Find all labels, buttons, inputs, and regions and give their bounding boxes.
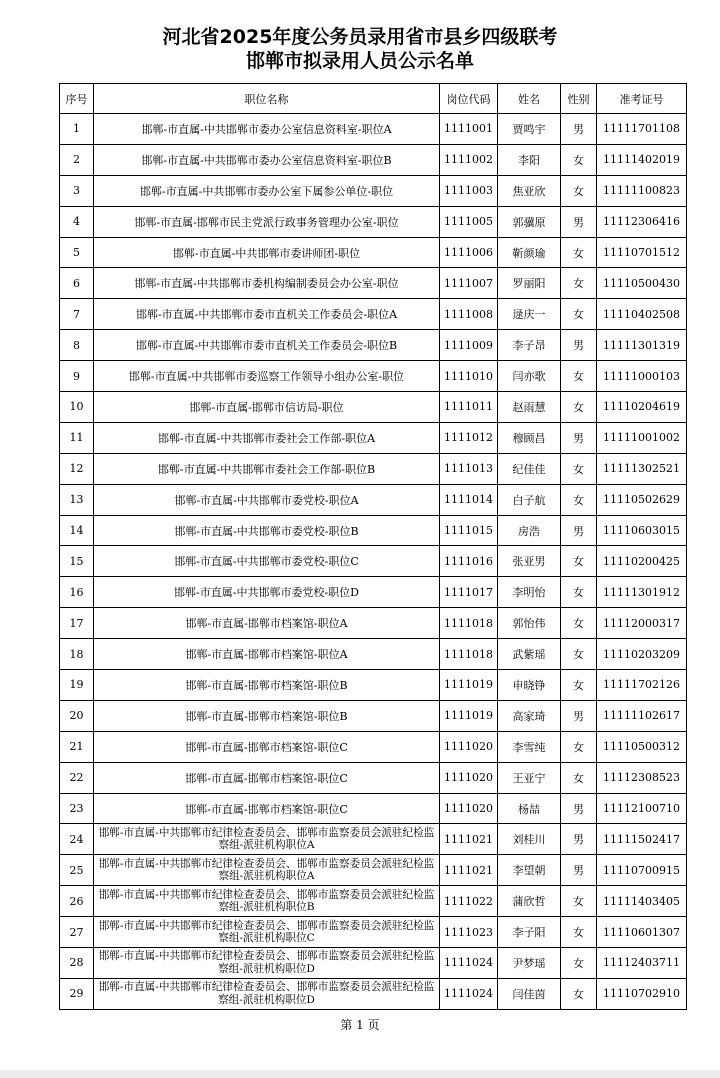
cell-gender: 女 [561, 237, 597, 268]
cell-exam-id: 11110702910 [597, 978, 687, 1009]
cell-exam-id: 11110402508 [597, 299, 687, 330]
header-name: 姓名 [498, 84, 561, 114]
cell-position: 邯郸-市直属-邯郸市档案馆-职位C [94, 793, 440, 824]
cell-gender: 男 [561, 330, 597, 361]
table-row [60, 917, 687, 948]
cell-name: 武紫瑶 [498, 639, 561, 670]
cell-code: 1111010 [440, 361, 498, 392]
cell-name: 李明怡 [498, 577, 561, 608]
page-number: 第 1 页 [340, 1018, 380, 1032]
cell-position: 邯郸-市直属-中共邯郸市委办公室信息资料室-职位A [94, 114, 440, 145]
cell-gender: 女 [561, 299, 597, 330]
cell-code: 1111020 [440, 762, 498, 793]
recruit-table [59, 83, 687, 1010]
cell-no: 7 [60, 299, 94, 330]
cell-exam-id: 11111302521 [597, 453, 687, 484]
table-row [60, 361, 687, 392]
cell-exam-id: 11111701108 [597, 114, 687, 145]
cell-name: 赵雨慧 [498, 392, 561, 423]
cell-code: 1111020 [440, 793, 498, 824]
cell-no: 13 [60, 484, 94, 515]
cell-gender: 女 [561, 577, 597, 608]
cell-gender: 男 [561, 824, 597, 855]
cell-name: 闫亦歌 [498, 361, 561, 392]
cell-exam-id: 11111702126 [597, 670, 687, 701]
cell-position: 邯郸-市直属-中共邯郸市纪律检查委员会、邯郸市监察委员会派驻纪检监察组-派驻机构职位A [94, 855, 440, 886]
cell-name: 张亚男 [498, 546, 561, 577]
cell-exam-id: 11111000103 [597, 361, 687, 392]
cell-code: 1111002 [440, 144, 498, 175]
cell-exam-id: 11112306416 [597, 206, 687, 237]
cell-code: 1111018 [440, 608, 498, 639]
cell-no: 6 [60, 268, 94, 299]
cell-no: 17 [60, 608, 94, 639]
cell-gender: 女 [561, 948, 597, 979]
table-row [60, 546, 687, 577]
header-gender: 性别 [561, 84, 597, 114]
cell-code: 1111006 [440, 237, 498, 268]
cell-exam-id: 11111502417 [597, 824, 687, 855]
cell-gender: 女 [561, 144, 597, 175]
cell-code: 1111019 [440, 700, 498, 731]
cell-gender: 女 [561, 670, 597, 701]
cell-exam-id: 11110502629 [597, 484, 687, 515]
cell-gender: 女 [561, 608, 597, 639]
cell-code: 1111020 [440, 731, 498, 762]
table-row [60, 731, 687, 762]
cell-code: 1111018 [440, 639, 498, 670]
cell-gender: 男 [561, 422, 597, 453]
cell-no: 10 [60, 392, 94, 423]
cell-code: 1111017 [440, 577, 498, 608]
cell-no: 2 [60, 144, 94, 175]
cell-code: 1111008 [440, 299, 498, 330]
cell-name: 焦亚欣 [498, 175, 561, 206]
cell-no: 15 [60, 546, 94, 577]
table-row [60, 268, 687, 299]
cell-code: 1111007 [440, 268, 498, 299]
cell-code: 1111021 [440, 855, 498, 886]
cell-gender: 女 [561, 546, 597, 577]
cell-position: 邯郸-市直属-中共邯郸市纪律检查委员会、邯郸市监察委员会派驻纪检监察组-派驻机构职位A [94, 824, 440, 855]
cell-exam-id: 11111100823 [597, 175, 687, 206]
cell-name: 高家琦 [498, 700, 561, 731]
table-row [60, 793, 687, 824]
header-code: 岗位代码 [440, 84, 498, 114]
cell-position: 邯郸-市直属-邯郸市民主党派行政事务管理办公室-职位 [94, 206, 440, 237]
cell-position: 邯郸-市直属-邯郸市信访局-职位 [94, 392, 440, 423]
cell-name: 杨喆 [498, 793, 561, 824]
cell-name: 刘桂川 [498, 824, 561, 855]
cell-gender: 男 [561, 700, 597, 731]
cell-no: 12 [60, 453, 94, 484]
cell-position: 邯郸-市直属-邯郸市档案馆-职位C [94, 731, 440, 762]
cell-code: 1111013 [440, 453, 498, 484]
cell-gender: 女 [561, 175, 597, 206]
cell-no: 22 [60, 762, 94, 793]
cell-exam-id: 11111001002 [597, 422, 687, 453]
cell-name: 李望朝 [498, 855, 561, 886]
cell-code: 1111005 [440, 206, 498, 237]
cell-gender: 男 [561, 793, 597, 824]
cell-no: 16 [60, 577, 94, 608]
cell-position: 邯郸-市直属-中共邯郸市委社会工作部-职位B [94, 453, 440, 484]
cell-gender: 女 [561, 484, 597, 515]
cell-no: 21 [60, 731, 94, 762]
cell-no: 4 [60, 206, 94, 237]
cell-exam-id: 11112403711 [597, 948, 687, 979]
cell-exam-id: 11110204619 [597, 392, 687, 423]
cell-position: 邯郸-市直属-中共邯郸市委党校-职位D [94, 577, 440, 608]
cell-no: 27 [60, 917, 94, 948]
cell-position: 邯郸-市直属-中共邯郸市委党校-职位A [94, 484, 440, 515]
cell-code: 1111023 [440, 917, 498, 948]
cell-name: 李子昂 [498, 330, 561, 361]
cell-code: 1111003 [440, 175, 498, 206]
page-title-line1: 河北省2025年度公务员录用省市县乡四级联考 [162, 26, 558, 48]
table-header-row [60, 84, 687, 114]
table-row [60, 453, 687, 484]
cell-gender: 女 [561, 392, 597, 423]
cell-no: 5 [60, 237, 94, 268]
cell-name: 郭怡伟 [498, 608, 561, 639]
header-no: 序号 [60, 84, 94, 114]
cell-position: 邯郸-市直属-中共邯郸市委社会工作部-职位A [94, 422, 440, 453]
cell-code: 1111014 [440, 484, 498, 515]
table-row [60, 700, 687, 731]
cell-name: 罗丽阳 [498, 268, 561, 299]
cell-position: 邯郸-市直属-中共邯郸市委机构编制委员会办公室-职位 [94, 268, 440, 299]
header-position: 职位名称 [94, 84, 440, 114]
cell-exam-id: 11110601307 [597, 917, 687, 948]
cell-position: 邯郸-市直属-中共邯郸市委讲师团-职位 [94, 237, 440, 268]
cell-position: 邯郸-市直属-中共邯郸市委办公室信息资料室-职位B [94, 144, 440, 175]
table-row [60, 484, 687, 515]
cell-gender: 女 [561, 453, 597, 484]
cell-code: 1111012 [440, 422, 498, 453]
table-row [60, 114, 687, 145]
cell-exam-id: 11112000317 [597, 608, 687, 639]
cell-exam-id: 11112308523 [597, 762, 687, 793]
cell-no: 9 [60, 361, 94, 392]
cell-no: 23 [60, 793, 94, 824]
cell-code: 1111015 [440, 515, 498, 546]
table-row [60, 855, 687, 886]
cell-exam-id: 11112100710 [597, 793, 687, 824]
cell-name: 逯庆一 [498, 299, 561, 330]
cell-no: 8 [60, 330, 94, 361]
cell-gender: 女 [561, 731, 597, 762]
cell-gender: 女 [561, 978, 597, 1009]
cell-exam-id: 11110701512 [597, 237, 687, 268]
cell-position: 邯郸-市直属-中共邯郸市纪律检查委员会、邯郸市监察委员会派驻纪检监察组-派驻机构职位B [94, 886, 440, 917]
cell-exam-id: 11110500312 [597, 731, 687, 762]
cell-position: 邯郸-市直属-邯郸市档案馆-职位C [94, 762, 440, 793]
table-row [60, 639, 687, 670]
cell-no: 18 [60, 639, 94, 670]
cell-exam-id: 11111301912 [597, 577, 687, 608]
cell-name: 李阳 [498, 144, 561, 175]
cell-position: 邯郸-市直属-中共邯郸市纪律检查委员会、邯郸市监察委员会派驻纪检监察组-派驻机构职位D [94, 948, 440, 979]
cell-name: 郭骥原 [498, 206, 561, 237]
cell-name: 白子航 [498, 484, 561, 515]
table-row [60, 330, 687, 361]
table-row [60, 886, 687, 917]
cell-code: 1111001 [440, 114, 498, 145]
cell-gender: 男 [561, 206, 597, 237]
cell-name: 申晓铮 [498, 670, 561, 701]
table-row [60, 206, 687, 237]
header-exam-id: 准考证号 [597, 84, 687, 114]
cell-name: 贾鸣宇 [498, 114, 561, 145]
cell-exam-id: 11111402019 [597, 144, 687, 175]
cell-name: 李雪纯 [498, 731, 561, 762]
table-row [60, 422, 687, 453]
cell-code: 1111022 [440, 886, 498, 917]
cell-code: 1111021 [440, 824, 498, 855]
cell-position: 邯郸-市直属-中共邯郸市委巡察工作领导小组办公室-职位 [94, 361, 440, 392]
cell-no: 28 [60, 948, 94, 979]
cell-exam-id: 11111102617 [597, 700, 687, 731]
cell-gender: 男 [561, 515, 597, 546]
cell-no: 20 [60, 700, 94, 731]
table-row [60, 175, 687, 206]
cell-no: 19 [60, 670, 94, 701]
cell-gender: 女 [561, 268, 597, 299]
cell-name: 王亚宁 [498, 762, 561, 793]
cell-position: 邯郸-市直属-中共邯郸市委党校-职位C [94, 546, 440, 577]
cell-no: 11 [60, 422, 94, 453]
cell-no: 3 [60, 175, 94, 206]
cell-no: 26 [60, 886, 94, 917]
cell-position: 邯郸-市直属-中共邯郸市委党校-职位B [94, 515, 440, 546]
cell-no: 29 [60, 978, 94, 1009]
table-row [60, 978, 687, 1009]
cell-code: 1111016 [440, 546, 498, 577]
cell-no: 24 [60, 824, 94, 855]
table-row [60, 392, 687, 423]
cell-name: 靳颜瑜 [498, 237, 561, 268]
cell-exam-id: 11110603015 [597, 515, 687, 546]
cell-no: 1 [60, 114, 94, 145]
cell-gender: 男 [561, 855, 597, 886]
cell-position: 邯郸-市直属-邯郸市档案馆-职位B [94, 700, 440, 731]
cell-position: 邯郸-市直属-中共邯郸市纪律检查委员会、邯郸市监察委员会派驻纪检监察组-派驻机构职位C [94, 917, 440, 948]
page-title-line2: 邯郸市拟录用人员公示名单 [245, 50, 474, 72]
table-row [60, 670, 687, 701]
cell-gender: 女 [561, 639, 597, 670]
cell-name: 闫佳茵 [498, 978, 561, 1009]
cell-exam-id: 11110203209 [597, 639, 687, 670]
bottom-strip [0, 1070, 720, 1078]
cell-no: 25 [60, 855, 94, 886]
cell-gender: 男 [561, 114, 597, 145]
cell-position: 邯郸-市直属-中共邯郸市纪律检查委员会、邯郸市监察委员会派驻纪检监察组-派驻机构职位D [94, 978, 440, 1009]
cell-exam-id: 11110200425 [597, 546, 687, 577]
table-row [60, 144, 687, 175]
cell-name: 尹梦瑶 [498, 948, 561, 979]
cell-code: 1111024 [440, 948, 498, 979]
cell-position: 邯郸-市直属-中共邯郸市委市直机关工作委员会-职位A [94, 299, 440, 330]
cell-name: 穆顾昌 [498, 422, 561, 453]
table-row [60, 299, 687, 330]
cell-no: 14 [60, 515, 94, 546]
cell-gender: 女 [561, 361, 597, 392]
cell-name: 房浩 [498, 515, 561, 546]
cell-exam-id: 11110500430 [597, 268, 687, 299]
table-row [60, 762, 687, 793]
cell-code: 1111019 [440, 670, 498, 701]
table-row [60, 824, 687, 855]
cell-position: 邯郸-市直属-邯郸市档案馆-职位B [94, 670, 440, 701]
table-row [60, 515, 687, 546]
cell-position: 邯郸-市直属-邯郸市档案馆-职位A [94, 608, 440, 639]
cell-exam-id: 11111301319 [597, 330, 687, 361]
cell-exam-id: 11110700915 [597, 855, 687, 886]
table-row [60, 577, 687, 608]
cell-name: 李子阳 [498, 917, 561, 948]
cell-position: 邯郸-市直属-中共邯郸市委市直机关工作委员会-职位B [94, 330, 440, 361]
table-row [60, 948, 687, 979]
cell-name: 蒲欣哲 [498, 886, 561, 917]
table-row [60, 237, 687, 268]
cell-gender: 女 [561, 917, 597, 948]
cell-gender: 女 [561, 762, 597, 793]
table-row [60, 608, 687, 639]
cell-position: 邯郸-市直属-邯郸市档案馆-职位A [94, 639, 440, 670]
cell-code: 1111011 [440, 392, 498, 423]
cell-gender: 女 [561, 886, 597, 917]
cell-name: 纪佳佳 [498, 453, 561, 484]
cell-code: 1111024 [440, 978, 498, 1009]
cell-code: 1111009 [440, 330, 498, 361]
cell-position: 邯郸-市直属-中共邯郸市委办公室下属参公单位-职位 [94, 175, 440, 206]
cell-exam-id: 11111403405 [597, 886, 687, 917]
